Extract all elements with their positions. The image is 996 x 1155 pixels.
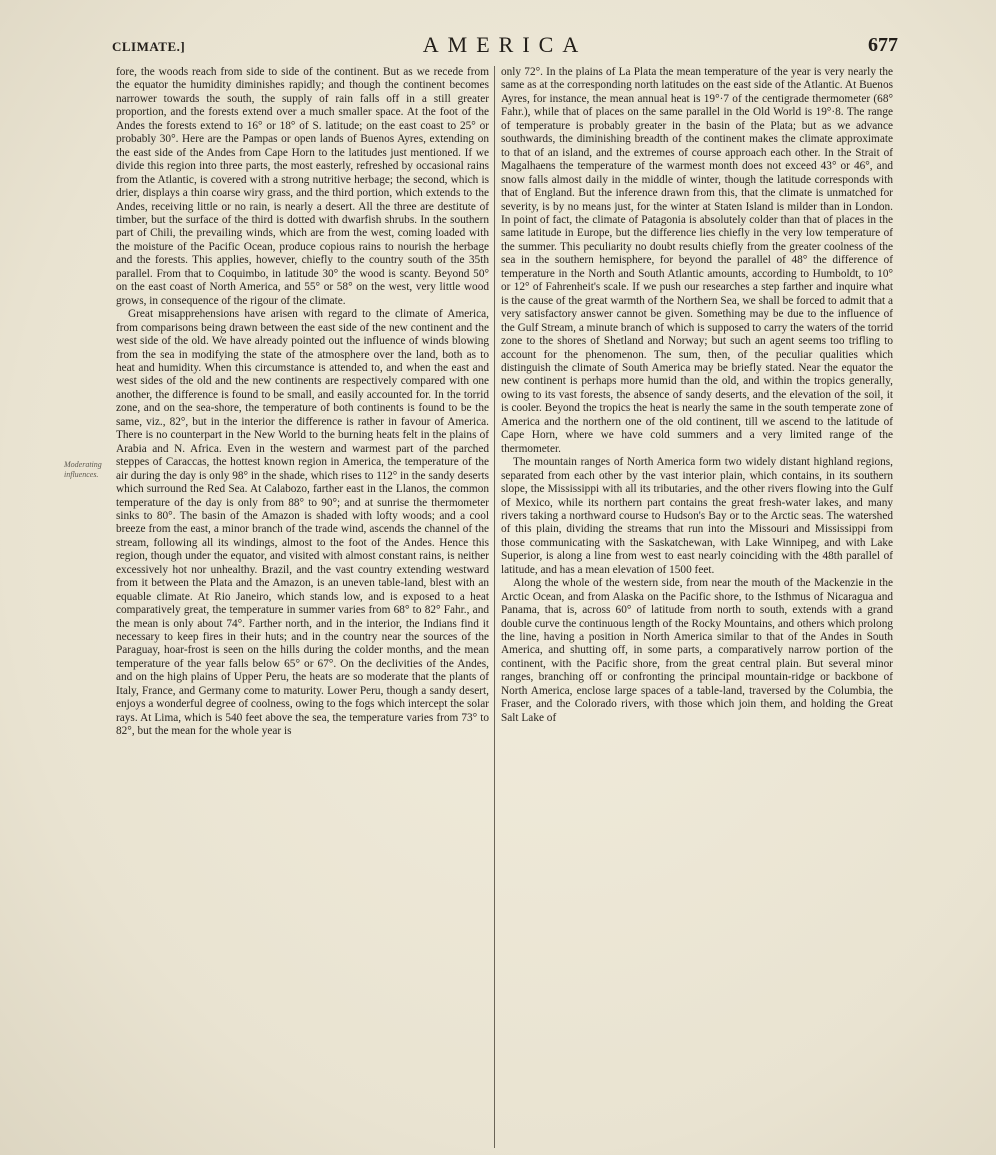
- page-number: 677: [868, 34, 898, 56]
- paragraph: Great misapprehensions have arisen with regard to the climate of America, from comparisons being drawn between the east side of the new continent and the west side of the old. We have already pointed out the influence of winds blowing from the sea in modifying the state of the atmosphere over the land, both as to heat and humidity. When this circumstance is attended to, and when the east and west sides of the old and the new continents are respectively compared with one another, the difference is found to be small, and easily accounted for. In the torrid zone, and on the sea-shore, the temperature of both continents is found to be the same, viz., 82°, but in the interior the difference is rather in favour of America. There is no counterpart in the New World to the burning heats felt in the plains of Arabia and N. Africa. Even in the western and warmest part of the parched steppes of Caraccas, the hottest known region in America, the temperature of the air during the day is only 98° in the shade, which rises to 112° in the sandy deserts which surround the Red Sea. At Calabozo, farther east in the Llanos, the common temperature of the day is only from 88° to 90°; and at sunrise the thermometer sinks to 80°. The basin of the Amazon is shaded with lofty woods; and a cool breeze from the east, a minor branch of the trade wind, ascends the channel of the stream, following all its windings, almost to the foot of the Andes. Hence this region, though under the equator, and visited with almost constant rains, is neither excessively hot nor unhealthy. Brazil, and the vast country extending westward from it between the Plata and the Amazon, is an uneven table-land, blest with an equable climate. At Rio Janeiro, which stands low, and is exposed to a heat comparatively great, the temperature in summer varies from 68° to 82° Fahr., and the mean is only about 74°. Farther north, and in the interior, the Indians find it necessary to keep fires in their huts; and in the country near the sources of the Paraguay, hoar-frost is seen on the hills during the colder months, and the mean temperature of the year falls below 65° or 67°. On the declivities of the Andes, and on the high plains of Upper Peru, the heats are so moderate that the plants of Italy, France, and Germany come to maturity. Lower Peru, though a sandy desert, enjoys a wonderful degree of coolness, owing to the fogs which intercept the solar rays. At Lima, which is 540 feet above the sea, the temperature varies from 73° to 82°, but the mean for the whole year is: [116, 308, 489, 738]
- paragraph: fore, the woods reach from side to side of the continent. But as we recede from the equator the humidity diminishes rapidly; and though the continent becomes narrower towards the south, the supply of rain falls off in a still greater proportion, and the forests extend over a much smaller space. At the foot of the Andes the forests extend to 16° or 18° of S. latitude; on the east coast to 25° or probably 30°. Here are the Pampas or open lands of Buenos Ayres, extending on the east side of the Andes from Cape Horn to the latitudes just mentioned. If we divide this region into three parts, the most easterly, refreshed by occasional rains from the Atlantic, is covered with a strong nutritive herbage; the second, which is drier, displays a thin coarse wiry grass, and the third portion, which extends to the Andes, receiving little or no rain, is nearly a desert. All the three are destitute of timber, but the surface of the third is dotted with dwarfish shrubs. In the southern part of Chili, the prevailing winds, which are from the west, coming loaded with the moisture of the Pacific Ocean, produce copious rains to nourish the herbage and the forests. This applies, however, chiefly to the country south of the 35th parallel. From that to Coquimbo, in latitude 30° the wood is scanty. Beyond 50° on the east coast of North America, and 55° or 58° on the west, very little wood grows, in consequence of the rigour of the climate.: [116, 66, 489, 307]
- page-title: AMERICA: [422, 32, 588, 57]
- paragraph: Along the whole of the western side, from near the mouth of the Mackenzie in the Arctic Ocean, and from Alaska on the Pacific shore, to the Isthmus of Nicaragua and Panama, that is, across 60° of latitude from north to south, extends with a grand double curve the continuous length of the Rocky Mountains, and others which prolong the line, having a position in North America similar to that of the Andes in South America, and shutting off, in some parts, a comparatively narrow portion of the continent, with the Pacific shore, from the great central plain. But several minor ranges, branching off or confronting the principal mountain-ridge or backbone of North America, enclose large spaces of a table-land, traversed by the Columbia, the Fraser, and the Colorado rivers, with those which join them, and holding the Great Salt Lake of: [501, 577, 893, 724]
- section-heading: CLIMATE.]: [112, 39, 186, 54]
- running-head: [112, 30, 898, 64]
- paragraph: only 72°. In the plains of La Plata the mean temperature of the year is very nearly the same as at the corresponding north latitudes on the east side of the Atlantic. At Buenos Ayres, for instance, the mean annual heat is 19°·7 of the centigrade thermometer (68° Fahr.), while that of places on the same parallel in the Old World is 19°·8. The range of temperature is probably greater in the basin of the Plata; but as we advance southwards, the diminishing breadth of the continent makes the climate approximate to that of an island, and the extremes of course approach each other. In the Strait of Magalhaens the temperature of the warmest month does not exceed 43° or 46°, and snow falls almost daily in the middle of winter, though the latitude corresponds with that of England. But the inference drawn from this, that the climate is unmatched for severity, is by no means just, for the winter at Staten Island is milder than in London. In point of fact, the climate of Patagonia is absolutely colder than that of places in the same latitude in Europe, but the difference lies chiefly in the very low temperature of the summer. This peculiarity no doubt results chiefly from the greater coolness of the sea in the southern hemisphere, for beyond the parallel of 48° the difference of temperature in the North and South Atlantic amounts, according to Humboldt, to 10° or 12° of Fahrenheit's scale. If we push our researches a step farther and inquire what is the cause of the great warmth of the Northern Sea, we shall be forced to admit that a very satisfactory answer cannot be given. Something may be due to the influence of the Gulf Stream, a minute branch of which is supposed to carry the waters of the torrid zone to the shores of Shetland and Norway; but such an agent seems too trifling to account for the phenomenon. The sum, then, of the peculiar qualities which distinguish the climate of South America may be briefly stated. Near the equator the new continent is perhaps more humid than the old, and within the tropics generally, owing to its vast forests, the absence of sandy deserts, and the elevation of the soil, it is cooler. Beyond the tropics the heat is nearly the same in the south temperate zone of America and the northern one of the old continent, till we ascend to the latitude of Cape Horn, where we have cold summers and a very limited range of the thermometer.: [501, 66, 893, 455]
- right-column: [501, 66, 893, 1148]
- paragraph: The mountain ranges of North America form two widely distant highland regions, separated from each other by the vast interior plain, which contains, in its southern slope, the Mississippi with all its tributaries, and the other rivers flowing into the Gulf of Mexico, while its northern part contains the great fresh-water lakes, and many rivers taking a northward course to Hudson's Bay or to the Arctic seas. The watershed of this plain, dividing the streams that run into the Missouri and Mississippi from those communicating with the Saskatchewan, with Lake Winnipeg, and with Lake Superior, is along a line from west to east nearly coinciding with the 48th parallel of latitude, and has a mean elevation of 1500 feet.: [501, 456, 893, 576]
- left-column: [116, 66, 489, 1148]
- column-divider: [494, 66, 495, 1148]
- margin-note: Moderating influences.: [64, 460, 102, 479]
